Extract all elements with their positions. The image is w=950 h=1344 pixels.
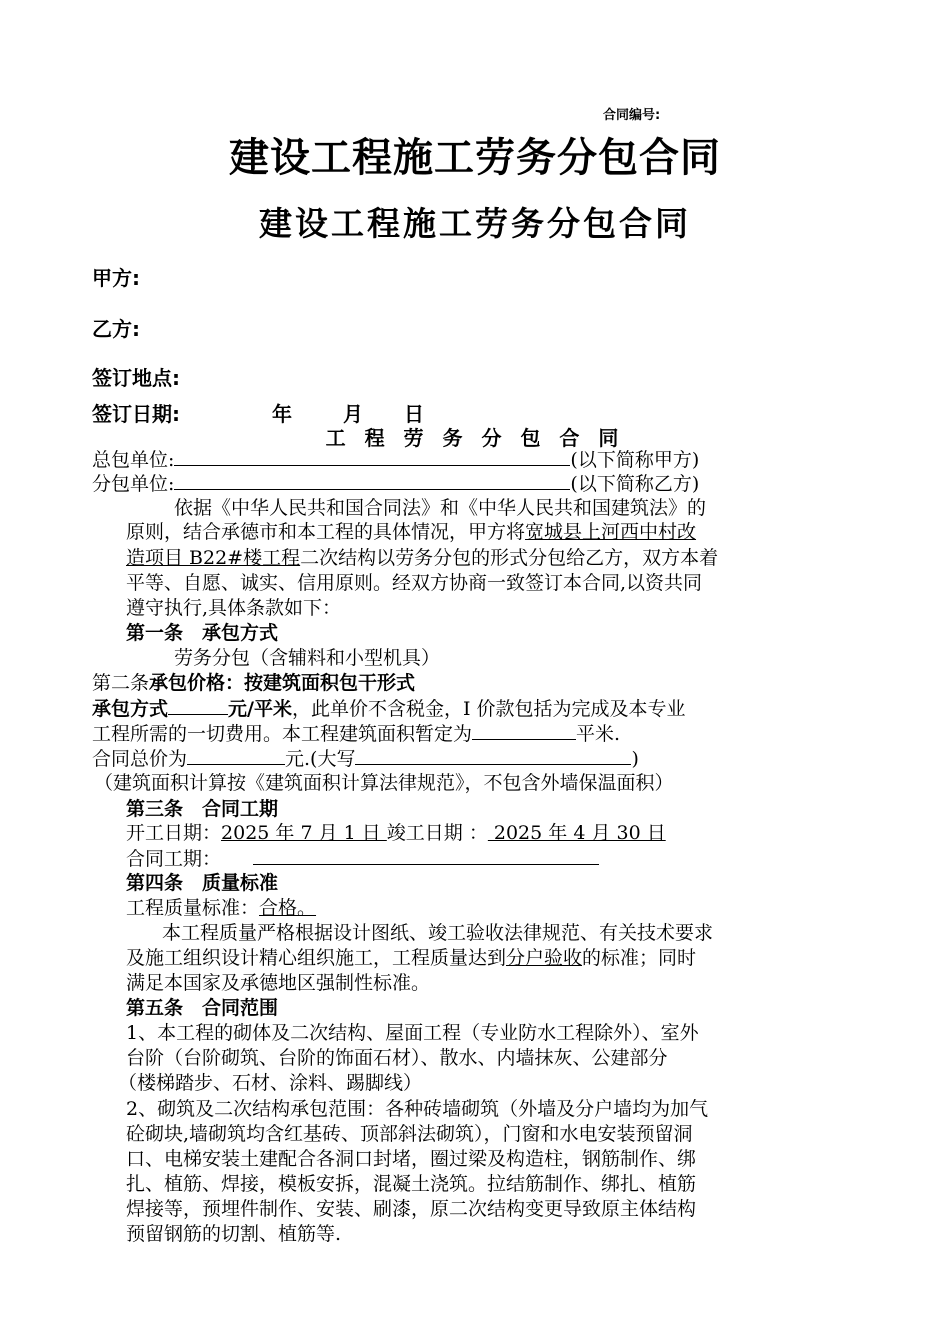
article-2-title: 承包价格：按建筑面积包干形式 [149, 672, 416, 694]
contract-mode-label: 承包方式 [92, 698, 169, 720]
article-4-text-1: 本工程质量严格根据设计图纸、竣工验收法律规范、有关技术要求 [162, 922, 714, 944]
project-name-cont: 造项目 B22#楼工程 [126, 547, 301, 569]
sub-contractor-suffix: (以下简称乙方) [570, 473, 700, 495]
intro-line-2 [126, 520, 696, 544]
article-2-prefix: 第二条 [92, 672, 150, 694]
area-unit: 平米. [576, 723, 621, 745]
acceptance-term: 分户验收 [506, 947, 583, 969]
article-5-p1-line-2: 台阶（台阶砌筑、台阶的饰面石材）、散水、内墙抹灰、公建部分 [126, 1047, 668, 1069]
intro-line-5: 遵守执行,具体条款如下： [126, 597, 342, 619]
article-3-title: 第三条 合同工期 [126, 798, 279, 820]
intro-line-3 [126, 546, 718, 570]
unit-price-unit: 元/平米 [228, 698, 292, 720]
start-date-label: 开工日期： [126, 822, 222, 844]
article-2-note: （建筑面积计算按《建筑面积计算法律规范》，不包含外墙保温面积） [94, 772, 674, 794]
article-3-period-line [126, 846, 599, 871]
article-2-title-line [92, 671, 415, 695]
general-contractor-blank [174, 447, 570, 466]
article-5-p2-line-4: 扎、植筋、焊接，模板安拆，混凝土浇筑。拉结筋制作、绑扎、植筋 [126, 1173, 697, 1195]
article-4-title: 第四条 质量标准 [126, 872, 279, 894]
article-4-text-3: 满足本国家及承德地区强制性标准。 [126, 972, 431, 994]
sign-date-month: 月 [343, 402, 363, 426]
article-5-p2-line-2: 砼砌块,墙砌筑均含红基砖、顶部斜法砌筑），门窗和水电安装预留洞 [126, 1123, 693, 1145]
sub-contractor-line [92, 471, 699, 496]
article-2-mode-line [92, 696, 686, 721]
sign-date-year: 年 [272, 402, 292, 426]
sign-date-label: 签订日期: [92, 402, 180, 426]
general-contractor-line [92, 447, 699, 472]
total-price-label: 合同总价为 [92, 748, 188, 770]
article-1-text: 劳务分包（含辅料和小型机具） [174, 647, 441, 669]
contract-number-label: 合同编号: [603, 108, 661, 123]
period-label: 合同工期： [126, 848, 222, 870]
article-2-text: ，此单价不含税金，I 价款包括为完成及本专业 [291, 698, 686, 720]
start-date-value: 2025 年 7 月 1 日 [221, 822, 387, 844]
sub-contractor-label: 分包单位: [92, 473, 175, 495]
article-5-title: 第五条 合同范围 [126, 997, 279, 1019]
main-title: 建设工程施工劳务分包合同 [229, 135, 721, 181]
article-5-p1-line-1: 1、本工程的砌体及二次结构、屋面工程（专业防水工程除外）、室外 [126, 1022, 699, 1044]
end-date-label: 竣工日期 ： [386, 822, 488, 844]
intro-line-4: 平等、自愿、诚实、信用原则。经双方协商一致签订本合同,以资共同 [126, 572, 703, 594]
article-1-title: 第一条 承包方式 [126, 622, 279, 644]
contract-subtitle: 工 程 劳 务 分 包 合 同 [325, 426, 625, 450]
period-blank [253, 846, 599, 865]
general-contractor-label: 总包单位: [92, 449, 175, 471]
total-price-blank [187, 746, 285, 765]
intro-text: 二次结构以劳务分包的形式分包给乙方，双方本着 [300, 547, 719, 569]
quality-standard-value: 合格。 [259, 897, 317, 919]
quality-standard-label: 工程质量标准： [126, 897, 260, 919]
article-2-text: 工程所需的一切费用。本工程建筑面积暂定为 [92, 723, 473, 745]
sign-place-label: 签订地点: [92, 366, 180, 390]
area-blank [472, 721, 576, 740]
intro-text: 原则，结合承德市和本工程的具体情况，甲方将 [126, 521, 526, 543]
total-price-close: ) [631, 748, 639, 770]
article-5-p2-line-1: 2、砌筑及二次结构承包范围：各种砖墙砌筑（外墙及分户墙均为加气 [126, 1098, 709, 1120]
unit-price-blank [168, 696, 228, 715]
article-5-p2-line-3: 口、电梯安装土建配合各洞口封堵，圈过梁及构造柱，钢筋制作、绑 [126, 1148, 697, 1170]
sub-contractor-blank [174, 471, 570, 490]
total-price-words-label: 元.(大写 [285, 748, 356, 770]
article-3-dates-line [126, 821, 666, 845]
article-2-area-line [92, 721, 620, 746]
general-contractor-suffix: (以下简称甲方) [570, 449, 700, 471]
party-b-label: 乙方: [92, 317, 140, 341]
sign-date-day: 日 [404, 402, 424, 426]
end-date-value: 2025 年 4 月 30 日 [487, 822, 666, 844]
article-2-total-line [92, 746, 639, 771]
article-4-text: 的标准；同时 [582, 947, 697, 969]
article-4-text: 及施工组织设计精心组织施工，工程质量达到 [126, 947, 507, 969]
article-5-p1-line-3: （楼梯踏步、石材、涂料、踢脚线） [118, 1072, 423, 1094]
sub-title: 建设工程施工劳务分包合同 [259, 204, 691, 243]
project-name: 宽城县上河西中村改 [525, 521, 697, 543]
total-price-words-blank [355, 746, 631, 765]
intro-line-1: 依据《中华人民共和国合同法》和《中华人民共和国建筑法》的 [174, 497, 707, 519]
party-a-label: 甲方: [92, 266, 140, 290]
article-4-std-line [126, 896, 316, 920]
article-5-p2-line-5: 焊接等，预埋件制作、安装、刷漆，原二次结构变更导致原主体结构 [126, 1198, 697, 1220]
article-4-text-2 [126, 946, 696, 970]
article-5-p2-line-6: 预留钢筋的切割、植筋等. [126, 1223, 342, 1245]
